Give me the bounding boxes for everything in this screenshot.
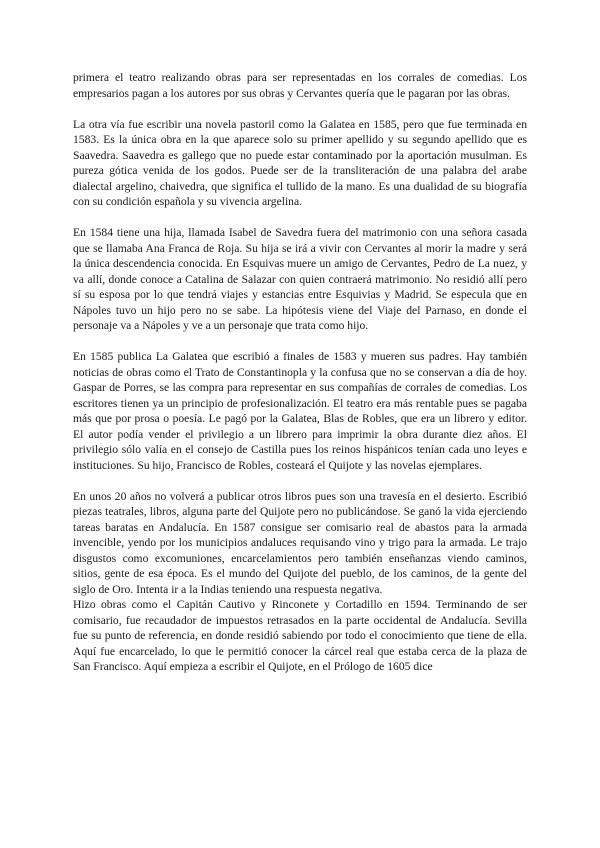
paragraph-1: primera el teatro realizando obras para ser representadas en los corrales de comedias. Los empresarios pagan a los autores por sus obras y Cervantes quería que le pagaran por las obras. — [73, 71, 527, 100]
paragraph-5: En unos 20 años no volverá a publicar otros libros pues son una travesía en el desierto. Escribió piezas teatrales, libros, alguna parte del Quijote pero no publicándose. Se ganó la vida ejerciendo tareas baratas en Andalucía. En 1587 consigue ser comisario real de abastos para la armada invencible, yendo por los municipios andaluces requisando vino y trigo para la armada. Le trajo disgustos como excomuniones, encarcelamientos pero también enseñanzas viendo caminos, sitios, gente de esa época. Es el mundo del Quijote del pueblo, de los caminos, de la gente del siglo de Oro. Intenta ir a la Indias teniendo una respuesta negativa. — [73, 489, 527, 596]
paragraph-4: En 1585 publica La Galatea que escribió a finales de 1583 y mueren sus padres. Hay también noticias de obras como el Trato de Constantinopla y la confusa que no se conservan a día de hoy. Gaspar de Porres, se las compra para representar en sus compañías de corrales de comedias. Los escritores tienen ya un principio de profesionalización. El teatro era más rentable pues se pagaba más que por prosa o poesía. Le pagó por la Galatea, Blas de Robles, que era un librero y editor. El autor podía vender el privilegio a un librero para imprimir la obra durante diez años. El privilegio sólo valía en el consejo de Castilla pues los reinos hispánicos tenían cada uno leyes e instituciones. Su hijo, Francisco de Robles, costeará el Quijote y las novelas ejemplares. — [73, 350, 527, 472]
paragraph-3: En 1584 tiene una hija, llamada Isabel de Savedra fuera del matrimonio con una señora casada que se llamaba Ana Franca de Roja. Su hija se irá a vivir con Cervantes al morir la madre y será la única descendencia conocida. En Esquivas muere un amigo de Cervantes, Pedro de La nuez, y va allí, donde conoce a Catalina de Salazar con quien contraerá matrimonio. No residió allí pero sí su esposa por lo que tendrá viajes y estancias entre Esquivias y Madrid. Se especula que en Nápoles tuvo un hijo pero no se sabe. La hipótesis viene del Viaje del Parnaso, en donde el personaje va a Nápoles y ve a un personaje que trata como hijo. — [73, 226, 527, 332]
paragraph-2: La otra vía fue escribir una novela pastoril como la Galatea en 1585, pero que fue terminada en 1583. Es la única obra en la que aparece solo su primer apellido y su segundo apellido que es Saavedra. Saavedra es gallego que no puede estar contaminado por la aportación musulman. Es pureza gótica venida de los godos. Puede ser de la transliteración de una palabra del arabe dialectal argelino, chaivedra, que significa el tullido de la mano. Es una dualidad de su biografía con su condición española y su vivencia argelina. — [73, 117, 527, 208]
paragraph-6: Hizo obras como el Capitán Cautivo y Rinconete y Cortadillo en 1594. Terminando de ser comisario, fue recaudador de impuestos retrasados en la parte occidental de Andalucía. Sevilla fue su punto de referencia, en donde residió sabiendo por todo el conocimiento que tiene de ella. Aquí fue encarcelado, lo que le permitió conocer la cárcel real que estaba cerca de la plaza de San Francisco. Aquí empieza a escribir el Quijote, en el Prólogo de 1605 dice — [73, 598, 527, 673]
document-body — [73, 70, 527, 675]
